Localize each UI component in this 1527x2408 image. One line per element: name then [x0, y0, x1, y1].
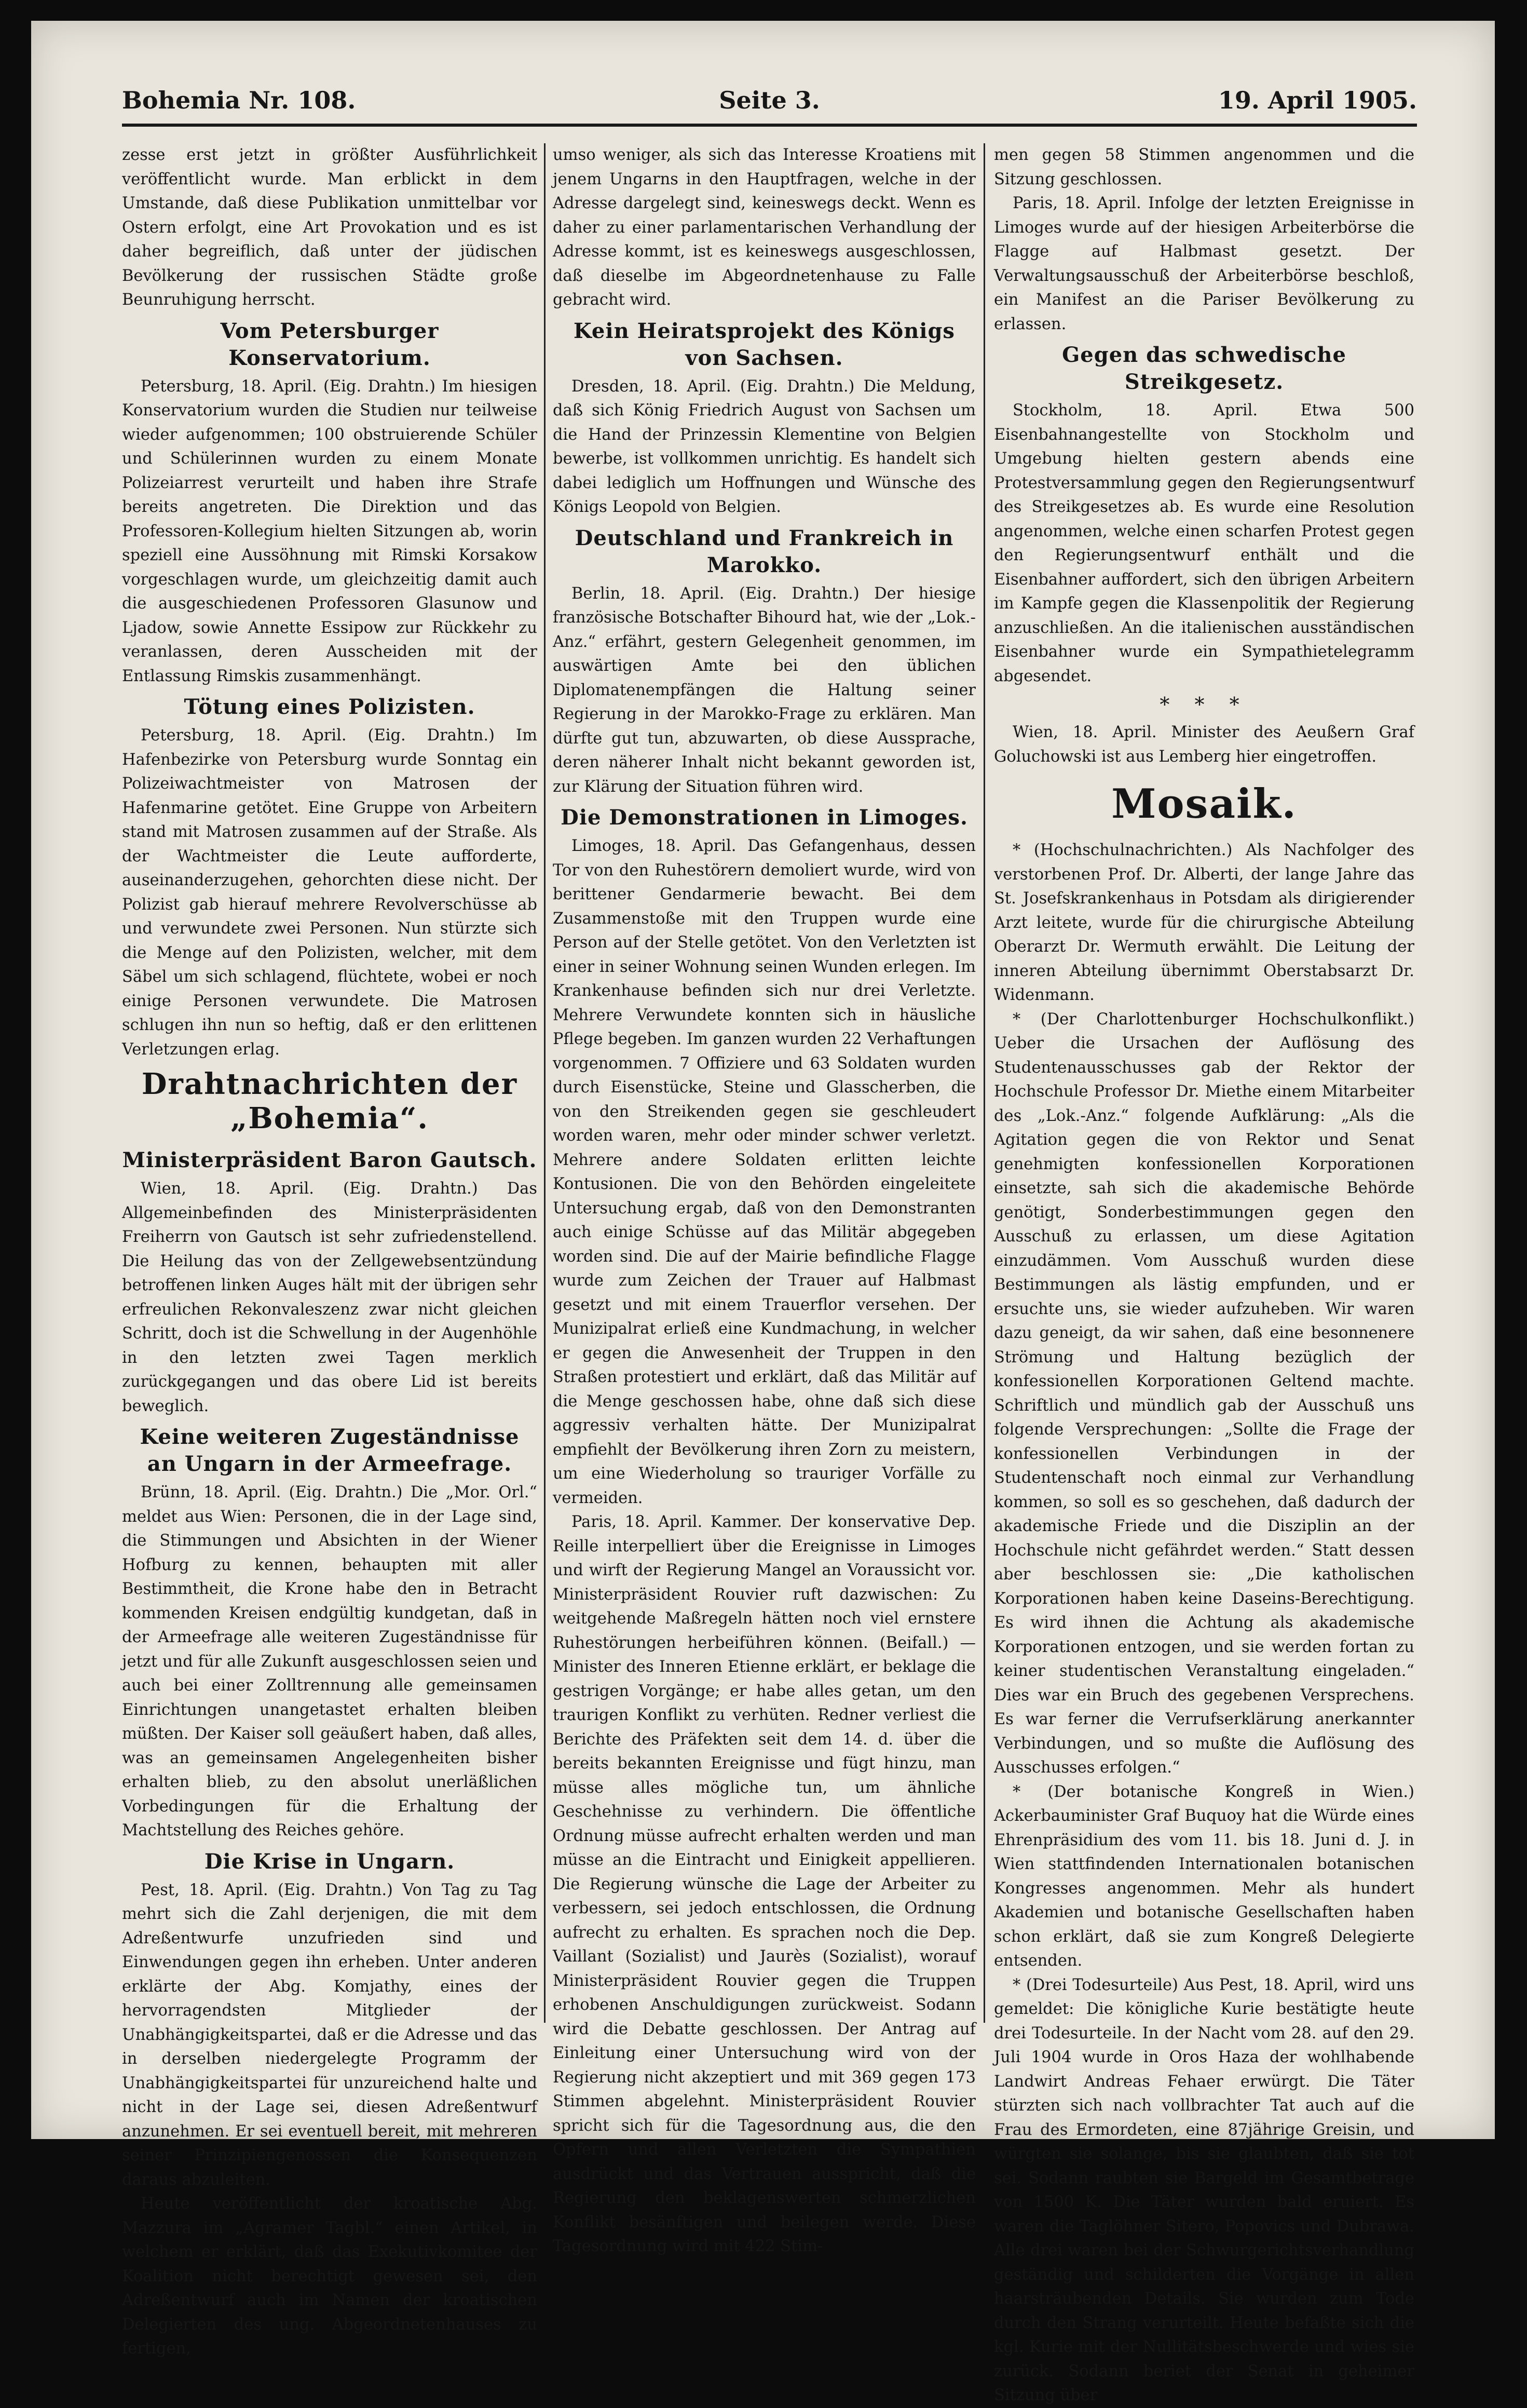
article-body: Pest, 18. April. (Eig. Drahtn.) Von Tag zu Tag mehrt sich die Zahl derjenigen, die mit dem Adreßentwurfe unzufrieden sind und Einwendungen gegen ihn erheben. Unter anderen erklärte der Abg. Komjathy, eines der hervorragendsten Mitglieder der Unabhängigkeitspartei, daß er die Adresse und das in derselben niedergelegte Programm der Unabhängigkeitspartei für unzureichend halte und nicht in der Lage sei, diesen Adreßentwurf anzunehmen. Er sei eventuell bereit, mit mehreren seiner Prinzipiengenossen die Konsequenzen daraus abzuleiten.: [122, 1881, 537, 2189]
newspaper-page: [31, 21, 1495, 2404]
mosaic-item: * (Der Charlottenburger Hochschulkonflikt.) Ueber die Ursachen der Auflösung des Studentenausschusses gab der Rektor der Hochschule Professor Dr. Miethe einem Mitarbeiter des „Lok.-Anz.“ folgende Aufklärung: „Als die Agitation gegen die von Rektor und Senat genehmigten konfessionellen Korporationen einsetzte, sah sich die akademische Behörde genötigt, Sonderbestimmungen gegen den Ausschuß zu erlassen, um diese Agitation einzudämmen. Vom Ausschuß wurden diese Bestimmungen als lästig empfunden, und er ersuchte uns, sie wieder aufzuheben. Wir waren dazu geneigt, da wir sahen, daß eine besonnenere Strömung und Haltung bezüglich der konfessionellen Korporationen Geltend machte. Schriftlich und mündlich gab der Ausschuß uns folgende Versprechungen: „Sollte die Frage der konfessionellen Verbindungen in der Studentenschaft noch einmal zur Verhandlung kommen, so soll es so geschehen, daß dadurch der akademische Friede und die Disziplin an der Hochschule nicht gefährdet werden.“ Statt dessen aber beschlossen sie: „Die katholischen Korporationen haben keine Daseins-Berechtigung. Es wird ihnen die Achtung als akademische Korporationen entzogen, und sie werden fortan zu keiner studentischen Veranstaltung eingeladen.“ Dies war ein Bruch des gegebenen Versprechens. Es war ferner die Verrufserklärung anerkannter Verbindungen, und so mußte die Auflösung des Ausschusses erfolgen.“: [994, 1010, 1414, 1777]
article-headline: Tötung eines Polizisten.: [184, 695, 475, 719]
article-body: Dresden, 18. April. (Eig. Drahtn.) Die Meldung, daß sich König Friedrich August von Sachsen um die Hand der Prinzessin Klementine von Belgien bewerbe, ist vollkommen unrichtig. Es handelt sich dabei lediglich um Hoffnungen und Wünsche des Königs Leopold von Belgien.: [553, 377, 976, 516]
article-body: Paris, 18. April. Infolge der letzten Ereignisse in Limoges wurde auf der hiesigen Arbeiterbörse die Flagge auf Halbmast gesetzt. Der Verwaltungsausschuß der Arbeiterbörse beschloß, ein Manifest an die Pariser Bevölkerung zu erlassen.: [994, 194, 1414, 333]
separator-stars: * * *: [1160, 693, 1249, 716]
article-headline: Ministerpräsident Baron Gautsch.: [122, 1148, 537, 1172]
article-continuation: umso weniger, als sich das Interesse Kroatiens mit jenem Ungarns in den Hauptfragen, welche in der Adresse dargelegt sind, keineswegs deckt. Wenn es daher zu einer parlamentarischen Verhandlung der Adresse kommt, ist es keineswegs ausgeschlossen, daß dieselbe im Abgeordnetenhause zu Falle gebracht wird.: [553, 146, 976, 309]
masthead: [122, 82, 1417, 127]
article-body: Heute veröffentlicht der kroatische Abg. Mazzura im „Agramer Tagbl.“ einen Artikel, in welchem er erklärt, daß das Exekutivkomitee der Koalition nicht berechtigt gewesen sei, den Adreßentwurf auch im Namen der kroatischen Delegierten des ung. Abgeordnetenhauses zu fertigen,: [122, 2195, 537, 2358]
article-headline: Deutschland und Frankreich in Marokko.: [575, 525, 954, 577]
mosaic-item: * (Drei Todesurteile) Aus Pest, 18. April, wird uns gemeldet: Die königliche Kurie bestätigte heute drei Todesurteile. In der Nacht vom 28. auf den 29. Juli 1904 wurde in Oros Haza der wohlhabende Landwirt Andreas Fehaer erwürgt. Die Täter stürzten sich nach vollbrachter Tat auch auf die Frau des Ermordeten, eine 87jährige Greisin, und würgten sie solange, bis sie glaubten, daß sie tot sei. Sodann raubten sie Bargeld im Gesamtbetrage von 1500 K. Die Täter wurden bald eruiert. Es waren die Taglöhner Sitero, Popovics und Dubrawa. Alle drei waren bei der Schwurgerichtsverhandlung geständig und schilderten die Vorgänge in allen haarsträubenden Details. Sie wurden zum Tode durch den Strang verurteilt. Heute befaßte sich die kgl. Kurie mit der Nullitätsbeschwerde und wies sie zurück. Sodann beriet der Senat in geheimer Sitzung über: [994, 1976, 1414, 2404]
masthead-issue: Bohemia Nr. 108.: [122, 86, 356, 114]
article-headline: Kein Heiratsprojekt des Königs von Sachsen.: [574, 318, 955, 370]
article-continuation: zesse erst jetzt in größter Ausführlichkeit veröffentlicht wurde. Man erblickt in dem Umstande, daß diese Publikation unmittelbar vor Ostern erfolgt, eine Art Provokation und es ist daher begreiflich, daß unter der jüdischen Bevölkerung der russischen Städte große Beunruhigung herrscht.: [122, 146, 537, 309]
column-2: [553, 143, 976, 2255]
article-body: Petersburg, 18. April. (Eig. Drahtn.) Im hiesigen Konservatorium wurden die Studien nur teilweise wieder aufgenommen; 100 obstruierende Schüler und Schülerinnen wurden zu einem Monate Polizeiarrest verurteilt und haben ihre Strafe bereits angetreten. Die Direktion und das Professoren-Kollegium hielten Sitzungen ab, worin speziell eine Aussöhnung mit Rimski Korsakow vorgeschlagen wurde, um gleichzeitig damit auch die ausgeschiedenen Professoren Glasunow und Ljadow, sowie Annette Essipow zur Rückkehr zu veranlassen, deren Ausscheiden mit der Entlassung Rimskis zusammenhängt.: [122, 377, 537, 685]
mosaic-item: * (Der botanische Kongreß in Wien.) Ackerbauminister Graf Buquoy hat die Würde eines Ehrenpräsidium des vom 11. bis 18. Juni d. J. in Wien stattfindenden Internationalen botanischen Kongresses angenommen. Mehr als hundert Akademien und botanische Gesellschaften haben schon erklärt, daß sie zum Kongreß Delegierte entsenden.: [994, 1782, 1414, 1970]
masthead-page-number: Seite 3.: [719, 86, 820, 114]
section-heading: Drahtnachrichten der „Bohemia“.: [141, 1067, 518, 1135]
article-body: Stockholm, 18. April. Etwa 500 Eisenbahnangestellte von Stockholm und Umgebung hielten gestern abends eine Protestversammlung gegen den Regierungsentwurf des Streikgesetzes ab. Es wurde eine Resolution angenommen, welche einen scharfen Protest gegen den Regierungsentwurf enthält und die Eisenbahner auffordert, sich den übrigen Arbeitern im Kampfe gegen die Klassenpolitik der Regierung anzuschließen. An die italienischen ausständischen Eisenbahner wurde ein Sympathietelegramm abgesendet.: [994, 401, 1414, 685]
article-headline: Die Demonstrationen in Limoges.: [561, 805, 968, 830]
masthead-date: 19. April 1905.: [1218, 86, 1417, 114]
article-body: Berlin, 18. April. (Eig. Drahtn.) Der hiesige französische Botschafter Bihourd hat, wie der „Lok.-Anz.“ erfährt, gestern Gelegenheit genommen, im auswärtigen Amte bei den üblichen Diplomatenempfängen die Haltung seiner Regierung in der Marokko-Frage zu erklären. Man dürfte gut tun, abzuwarten, ob diese Aussprache, deren näherer Inhalt nicht bekannt geworden ist, zur Klärung der Situation führen wird.: [553, 584, 976, 796]
column-3: [994, 143, 1414, 2404]
column-1: [122, 143, 537, 2358]
section-heading: Mosaik.: [1111, 780, 1297, 828]
article-body: Petersburg, 18. April. (Eig. Drahtn.) Im Hafenbezirke von Petersburg wurde Sonntag ein Polizeiwachtmeister von Matrosen der Hafenmarine getötet. Eine Gruppe von Arbeitern stand mit Matrosen zusammen auf der Straße. Als der Wachtmeister die Leute aufforderte, auseinanderzugehen, gehorchten diese nicht. Der Polizist gab hierauf mehrere Revolverschüsse ab und verwundete zwei Personen. Nun stürzte sich die Menge auf den Polizisten, welcher, mit dem Säbel um sich schlagend, flüchtete, wobei er noch einige Personen verwundete. Die Matrosen schlugen ihn nun so heftig, daß er den erlittenen Verletzungen erlag.: [122, 726, 537, 1059]
article-body: Wien, 18. April. Minister des Aeußern Graf Goluchowski ist aus Lemberg hier eingetroffen.: [994, 723, 1414, 766]
article-body: Limoges, 18. April. Das Gefangenhaus, dessen Tor von den Ruhestörern demoliert wurde, wird von berittener Gendarmerie bewacht. Bei dem Zusammenstoße mit den Truppen wurde eine Person auf der Stelle getötet. Von den Verletzten ist einer in seiner Wohnung seinen Wunden erlegen. Im Krankenhause befinden sich nur drei Verletzte. Mehrere Verwundete konnten sich in häusliche Pflege begeben. Im ganzen wurden 22 Verhaftungen vorgenommen. 7 Offiziere und 63 Soldaten wurden durch Eisenstücke, Steine und Glasscherben, die von den Streikenden gegen sie geschleudert worden waren, mehr oder minder schwer verletzt. Mehrere andere Soldaten erlitten leichte Kontusionen. Die von den Behörden eingeleitete Untersuchung ergab, daß von den Demonstranten auch einige Schüsse auf das Militär abgegeben worden sind. Die auf der Mairie befindliche Flagge wurde zum Zeichen der Trauer auf Halbmast gesetzt und mit einem Trauerflor versehen. Der Munizipalrat erließ eine Kundmachung, in welcher er gegen die Anwesenheit der Truppen in den Straßen protestiert und erklärt, daß das Militär auf die Menge geschossen habe, ohne daß sich diese aggressiv verhalten hätte. Der Munizipalrat empfiehlt der Bevölkerung ihren Zorn zu meistern, um eine Wiederholung so trauriger Vorfälle zu vermeiden.: [553, 837, 976, 1507]
article-continuation: men gegen 58 Stimmen angenommen und die Sitzung geschlossen.: [994, 146, 1414, 188]
article-body: Paris, 18. April. Kammer. Der konservative Dep. Reille interpelliert über die Ereignisse in Limoges und wirft der Regierung Mangel an Voraussicht vor. Ministerpräsident Rouvier ruft dazwischen: Zu weitgehende Maßregeln hätten noch viel ernstere Ruhestörungen herbeiführen können. (Beifall.) — Minister des Inneren Etienne erklärt, er beklage die gestrigen Vorgänge; er habe alles getan, um den traurigen Konflikt zu verhüten. Redner verliest die Berichte des Präfekten seit dem 14. d. über die bereits bekannten Ereignisse und fügt hinzu, man müsse alles mögliche tun, um ähnliche Geschehnisse zu verhindern. Die öffentliche Ordnung müsse aufrecht erhalten werden und man müsse an die Eintracht und Einigkeit appellieren. Die Regierung wünsche die Lage der Arbeiter zu verbessern, sei jedoch entschlossen, die Ordnung aufrecht zu erhalten. Es sprachen noch die Dep. Vaillant (Sozialist) und Jaurès (Sozialist), worauf Ministerpräsident Rouvier gegen die Truppen erhobenen Anschuldigungen zurückweist. Sodann wird die Debatte geschlossen. Der Antrag auf Einleitung einer Untersuchung wird von der Regierung nicht akzeptiert und mit 369 gegen 173 Stimmen abgelehnt. Ministerpräsident Rouvier spricht sich für die Tagesordnung aus, die den Opfern und allen Verletzten die Sympathien ausdrückt und das Vertrauen ausspricht, daß die Regierung den beklagenswerten schmerzlichen Konflikt besänftigen und beilegen werde. Diese Tagesordnung wird mit 422 Stim-: [553, 1513, 976, 2255]
article-headline: Vom Petersburger Konservatorium.: [220, 318, 439, 370]
article-headline: Gegen das schwedische Streikgesetz.: [1062, 343, 1346, 394]
mosaic-item: * (Hochschulnachrichten.) Als Nachfolger des verstorbenen Prof. Dr. Alberti, der lange Jahre das St. Josefskrankenhaus in Potsdam als dirigierender Arzt leitete, wurde für die chirurgische Abteilung Oberarzt Dr. Wermuth erwählt. Die Leitung der inneren Abteilung übernimmt Oberstabsarzt Dr. Widenmann.: [994, 841, 1414, 1004]
column-rule: [984, 143, 985, 2023]
article-body: Wien, 18. April. (Eig. Drahtn.) Das Allgemeinbefinden des Ministerpräsidenten Freiherrn von Gautsch ist sehr zufriedenstellend. Die Heilung das von der Zellgewebsentzündung betroffenen linken Auges hält mit der übrigen sehr erfreulichen Rekonvaleszenz zwar nicht gleichen Schritt, doch ist die Schwellung in der Augenhöhle in den letzten zwei Tagen merklich zurückgegangen und das obere Lid ist bereits beweglich.: [122, 1180, 537, 1415]
article-body: Brünn, 18. April. (Eig. Drahtn.) Die „Mor. Orl.“ meldet aus Wien: Personen, die in der Lage sind, die Stimmungen und Absichten in der Wiener Hofburg zu kennen, behaupten mit aller Bestimmtheit, die Krone habe den in Betracht kommenden Kreisen endgültig kundgetan, daß in der Armeefrage alle weiteren Zugeständnisse für jetzt und für alle Zukunft ausgeschlossen seien und auch bei einer Zolltrennung alle gemeinsamen Einrichtungen unangetastet erhalten bleiben müßten. Der Kaiser soll geäußert haben, daß alles, was an gemeinsamen Angelegenheiten bisher erhalten blieb, zu den absolut unerläßlichen Vorbedingungen für die Erhaltung der Machtstellung des Reiches gehöre.: [122, 1483, 537, 1839]
column-rule: [544, 143, 546, 2023]
article-headline: Die Krise in Ungarn.: [204, 1849, 455, 1874]
article-headline: Keine weiteren Zugeständnisse an Ungarn in der Armeefrage.: [140, 1425, 520, 1476]
